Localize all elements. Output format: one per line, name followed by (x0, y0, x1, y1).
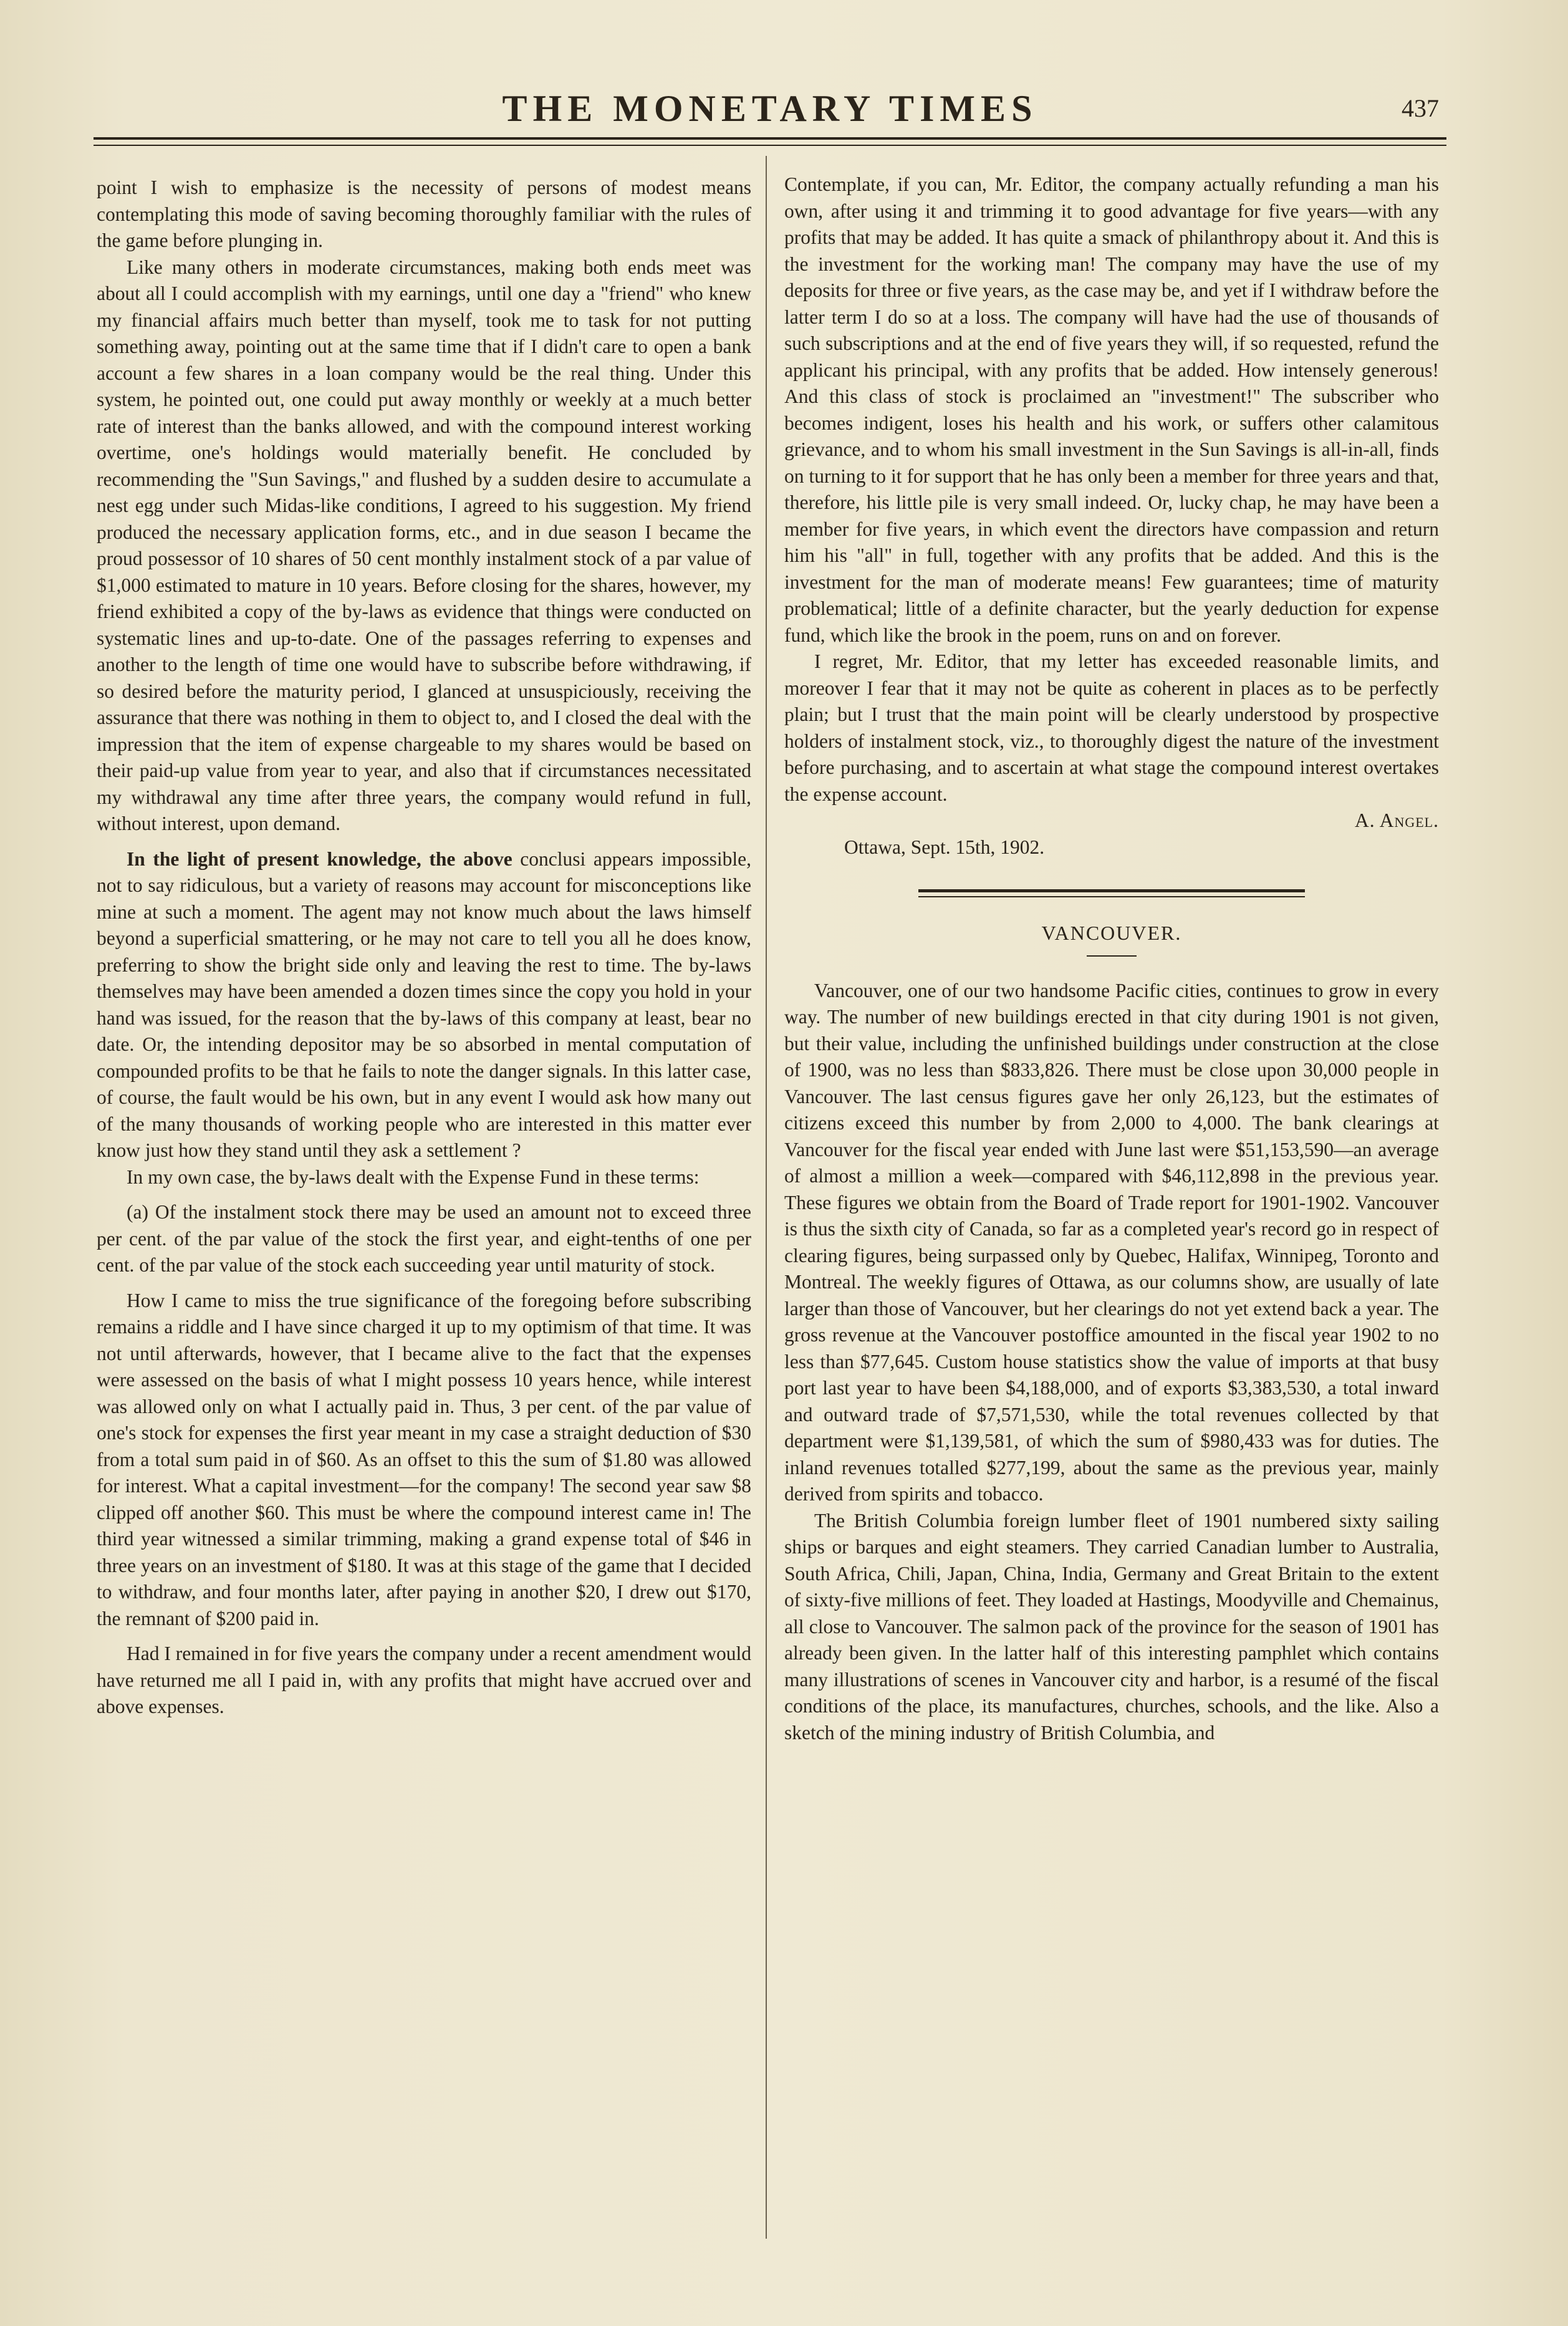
right-column (784, 171, 1439, 1746)
right-paragraph-2: I regret, Mr. Editor, that my letter has exceeded reasonable limits, and moreover I fear that it may not be quite as coherent in places as to be perfectly plain; but I trust that the main point will be clearly understood by prospective holders of instalment stock, viz., to thoroughly digest the nature of the investment before purchasing, and to ascertain at what stage the compound interest overtakes the expense account. (784, 650, 1439, 805)
right-paragraph-1: Contemplate, if you can, Mr. Editor, the company actually refunding a man his own, after using it and trimming it to good advantage for five years—with any profits that may be added. It has quite a smack of philanthropy about it. And this is the investment for the working man! The company may have the use of my deposits for three or five years, as the case may be, and yet if I withdraw before the latter term I do so at a loss. The company will have had the use of thousands of such subscriptions and at the end of five years they will, if so requested, refund the applicant his principal, with any profits that be added. How intensely generous! And this class of stock is proclaimed an "investment!" The subscriber who becomes indigent, loses his health and his work, or suffers other calamitous grievance, and to whom his small investment in the Sun Savings is all-in-all, finds on turning to it for support that he has only been a member for three years and that, therefore, his little pile is very small indeed. Or, lucky chap, he may have been a member for five years, in which event the directors have compassion and return him his "all" in full, together with any profits that be added. And this is the investment for the man of moderate means! Few guarantees; time of maturity problematical; little of a definite character, but the yearly deduction for expense fund, which like the brook in the poem, runs on and on forever. (784, 173, 1439, 646)
left-paragraph-1: point I wish to emphasize is the necessity of persons of modest means contemplating this mode of saving becoming thoroughly familiar with the rules of the game before plunging in. (97, 176, 751, 251)
left-paragraph-2: Like many others in moderate circumstances, making both ends meet was about all I could accomplish with my earnings, until one day a "friend" who knew my financial affairs much better than myself, took me to task for not putting something away, pointing out at the same time that if I didn't care to open a bank account a few shares in a loan company would be the real thing. Under this system, he pointed out, one could put away monthly or weekly at a much better rate of interest than the banks allowed, and with the compound interest working overtime, one's holdings would materially benefit. He concluded by recommending the "Sun Savings," and flushed by a sudden desire to accumulate a nest egg under such Midas-like conditions, I agreed to his suggestion. My friend produced the necessary application forms, etc., and in due season I became the proud possessor of 10 shares of 50 cent monthly instalment stock of a par value of $1,000 estimated to mature in 10 years. Before closing for the shares, however, my friend exhibited a copy of the by-laws as evidence that things were conducted on systematic lines and up-to-date. One of the passages referring to expenses and another to the length of time one would have to subscribe before withdrawing, if so desired before the maturity period, I glanced at unsuspiciously, receiving the assurance that there was nothing in them to object to, and I closed the deal with the impression that the item of expense chargeable to my shares would be based on their paid-up value from year to year, and also that if circumstances necessitated my withdrawal any time after three years, the company would refund in full, without interest, upon demand. (97, 256, 751, 834)
left-paragraph-6: How I came to miss the true significance of the foregoing before subscribing remains a riddle and I have since charged it up to my optimism of that time. It was not until afterwards, however, that I became alive to the fact that the expenses were assessed on the basis of what I might possess 10 years hence, while interest was allowed only on what I actually paid in. Thus, 3 per cent. of the par value of one's stock for expenses the first year meant in my case a straight deduction of $30 from a total sum paid in of $60. As an offset to this the sum of $1.80 was allowed for interest. What a capital investment—for the company! The second year saw $8 clipped off another $60. This must be where the compound interest came in! The third year witnessed a similar trimming, making a grand expense total of $46 in three years on an investment of $180. It was at this stage of the game that I decided to withdraw, and four months later, after paying in another $20, I drew out $170, the remnant of $200 paid in. (97, 1289, 751, 1629)
vancouver-paragraph-2: The British Columbia foreign lumber fleet of 1901 numbered sixty sailing ships or barques and eight steamers. They carried Canadian lumber to Australia, South Africa, Chili, Japan, China, India, Germany and Great Britain to the extent of sixty-five millions of feet. They loaded at Hastings, Moodyville and Chemainus, all close to Vancouver. The salmon pack of the province for the season of 1901 has already been given. In the latter half of this interesting pamphlet which contains many illustrations of scenes in Vancouver city and harbor, is a resumé of the fiscal conditions of the place, its manufactures, churches, schools, and the like. Also a sketch of the mining industry of British Columbia, and (784, 1509, 1439, 1744)
section-heading-vancouver: VANCOUVER. (1041, 922, 1182, 944)
header-rule-thin (94, 145, 1446, 146)
page-number: 437 (1402, 94, 1439, 122)
left-paragraph-3 (97, 846, 751, 1164)
letter-dateline: Ottawa, Sept. 15th, 1902. (844, 836, 1045, 858)
paragraph-continuation: conclusi appears impossible, not to say ridiculous, but a variety of reasons may account for misconceptions like mine at such a moment. The agent may not know much about the laws himself beyond a superficial smattering, or he may not care to tell you all he does know, preferring to show the bright side only and leaving the rest to time. The by-laws themselves may have been amended a dozen times since the copy you hold in your hand was issued, for the reason that the by-laws of this company at least, bear no date. Or, the intending depositor may be so absorbed in mental computation of compounded profits to be that he fails to note the danger signals. In this latter case, of course, the fault would be his own, but in any event I would ask how many out of the many thousands of working people who are interested in this matter ever know just how they stand until they ask a settlement ? (97, 847, 752, 1161)
section-heading-rule (1087, 955, 1137, 957)
left-paragraph-7: Had I remained in for five years the company under a recent amendment would have returned me all I paid in, with any profits that might have accrued over and above expenses. (97, 1643, 751, 1717)
left-column (97, 175, 751, 1720)
letter-signature: A. Angel. (1354, 809, 1439, 831)
section-separator-thin (918, 896, 1305, 897)
vancouver-paragraph-1: Vancouver, one of our two handsome Pacific cities, continues to grow in every way. The number of new buildings erected in that city during 1901 is not given, but their value, including the unfinished buildings under construction at the close of 1900, was no less than $833,826. There must be close upon 30,000 people in Vancouver. The last census figures gave her only 26,123, but the estimates of citizens exceed this number by from 2,000 to 4,000. The bank clearings at Vancouver for the fiscal year ended with June last were $51,153,590—an average of almost a million a week—compared with $46,112,898 in the previous year. These figures we obtain from the Board of Trade report for 1901-1902. Vancouver is thus the sixth city of Canada, so far as a completed year's record go in respect of clearing figures, being surpassed only by Quebec, Halifax, Winnipeg, Toronto and Montreal. The weekly figures of Ottawa, as our columns show, are usually of late larger than those of Vancouver, but her clearings do not yet extend back a year. The gross revenue at the Vancouver postoffice amounted in the fiscal year 1902 to no less than $77,645. Custom house statistics show the value of imports at that busy port last year to have been $4,188,000, and of exports $3,383,530, a total inward and outward trade of $7,571,530, while the total revenues collected by that department were $1,139,581, of which the sum of $980,433 was for duties. The inland revenues totalled $277,199, about the same as the previous year, mainly derived from spirits and tobacco. (784, 979, 1439, 1505)
left-paragraph-4: In my own case, the by-laws dealt with the Expense Fund in these terms: (127, 1165, 700, 1188)
section-separator-thick (918, 889, 1305, 892)
masthead-title: THE MONETARY TIMES (502, 88, 1038, 129)
header-rule-thick (94, 137, 1446, 140)
bold-lead-in: In the light of present knowledge, the above (127, 847, 512, 870)
masthead (94, 87, 1446, 137)
column-divider (766, 156, 767, 2239)
left-paragraph-5: (a) Of the instalment stock there may be used an amount not to exceed three per cent. of the par value of the stock the first year, and eight-tenths of one per cent. of the par value of the stock each succeeding year until maturity of stock. (97, 1201, 751, 1276)
